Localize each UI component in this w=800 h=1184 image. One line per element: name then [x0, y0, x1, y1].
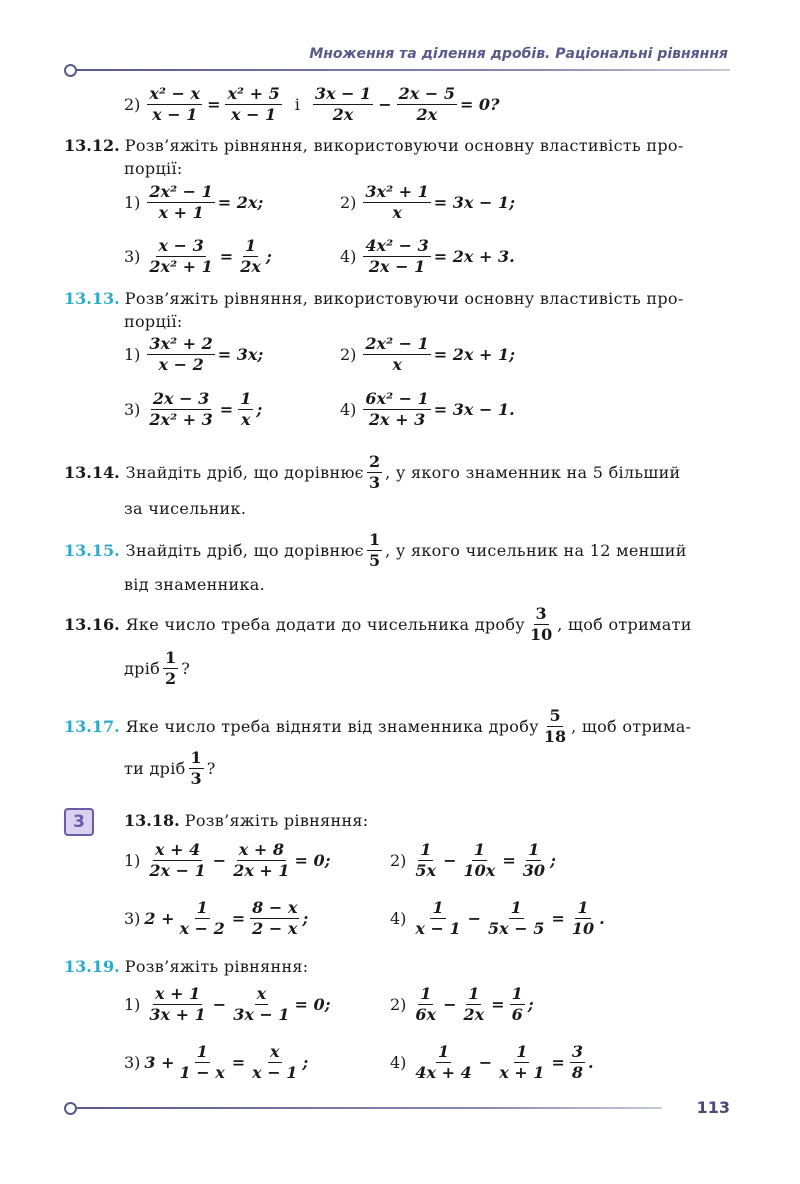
exercise-13-19-item-4: 4) $\frac{1}{4x + 4}$ − $\frac{1}{x + 1}$ = $\frac{3}{8}$ .: [390, 1042, 594, 1082]
exercise-13-17-line-2: ти дріб $\frac{1}{3}$ ?: [124, 748, 216, 788]
exercise-number: 13.18.: [124, 811, 180, 830]
exercise-13-13-line-2: порції:: [124, 312, 183, 331]
fraction: $\frac{5}{18}$: [543, 706, 567, 746]
fraction: $\frac{\text{3x² + 1}}{x}$: [365, 182, 429, 222]
fraction: $\frac{1}{5x}$: [415, 840, 437, 880]
footer-rule: [76, 1107, 662, 1109]
fraction: $\frac{2x - 5}{2x}$: [398, 84, 455, 124]
fraction: $\frac{1}{6}$: [511, 984, 523, 1024]
exercise-13-19-item-2: 2) $\frac{1}{6x}$ − $\frac{1}{2x}$ = $\frac{1}{6}$ ;: [390, 984, 534, 1024]
exercise-13-12-line-2: порції:: [124, 159, 183, 178]
fraction: $\frac{8 - x}{2 - x}$: [252, 898, 298, 938]
fraction: $\frac{x}{x - 1}$: [252, 1042, 298, 1082]
fraction: $\frac{2x - 3}{\text{2x² + 3}}$: [149, 389, 213, 429]
fraction: $\frac{1}{5x - 5}$: [488, 898, 545, 938]
fraction: $\frac{2}{3}$: [368, 452, 381, 492]
fraction: $\frac{3}{10}$: [529, 604, 553, 644]
fraction: $\frac{\text{4x² − 3}}{2x - 1}$: [365, 236, 429, 276]
fraction: $\frac{1}{x - 2}$: [179, 898, 225, 938]
fraction: $\frac{1}{30}$: [522, 840, 545, 880]
fraction: $\frac{x + 4}{2x - 1}$: [149, 840, 206, 880]
exercise-13-18-item-2: 2) $\frac{1}{5x}$ − $\frac{1}{10x}$ = $\frac{1}{30}$ ;: [390, 840, 556, 880]
exercise-13-11-item-2: 2) $\frac{\text{x² − x}}{x - 1}$ = $\frac{\text{x² + 5}}{x - 1}$ і $\frac{3x - 1}{2x}$ − $\frac{2x - 5}{2x}$ = 0?: [124, 84, 500, 124]
exercise-13-16-line-1: 13.16. Яке число треба додати до чисельника дробу $\frac{3}{10}$ , щоб отримати: [64, 604, 692, 644]
fraction: $\frac{\text{x² − x}}{x - 1}$: [149, 84, 201, 124]
fraction: $\frac{1}{2x}$: [240, 236, 261, 276]
exercise-number: 13.14.: [64, 463, 120, 482]
exercise-13-15-line-2: від знаменника.: [124, 575, 266, 594]
exercise-13-12-item-1: 1) $\frac{\text{2x² − 1}}{x + 1}$ = 2x;: [124, 182, 264, 222]
fraction: $\frac{3}{8}$: [571, 1042, 583, 1082]
fraction: $\frac{\text{2x² − 1}}{x + 1}$: [149, 182, 213, 222]
exercise-13-13-item-3: 3) $\frac{2x - 3}{\text{2x² + 3}}$ = $\frac{1}{x}$ ;: [124, 389, 263, 429]
exercise-13-12-item-3: 3) $\frac{x - 3}{\text{2x² + 1}}$ = $\frac{1}{2x}$ ;: [124, 236, 272, 276]
exercise-13-19-line-1: 13.19. Розв’яжіть рівняння:: [64, 957, 309, 976]
exercise-13-18-line-1: 13.18. Розв’яжіть рівняння:: [124, 811, 369, 830]
exercise-13-17-line-1: 13.17. Яке число треба відняти від знаменника дробу $\frac{5}{18}$ , щоб отрима-: [64, 706, 692, 746]
fraction: $\frac{1}{2}$: [165, 648, 177, 688]
fraction: $\frac{1}{3}$: [190, 748, 202, 788]
fraction: $\frac{\text{6x² − 1}}{2x + 3}$: [365, 389, 429, 429]
difficulty-level-badge: 3: [64, 808, 94, 836]
exercise-13-15-line-1: 13.15. Знайдіть дріб, що дорівнює $\frac{1}{5}$ , у якого чисельник на 12 менший: [64, 530, 687, 570]
exercise-13-13-item-2: 2) $\frac{\text{2x² − 1}}{x}$ = 2x + 1;: [340, 334, 516, 374]
exercise-13-12-line-1: 13.12. Розв’яжіть рівняння, використовуючи основну властивість про-: [64, 136, 684, 155]
page-header-title: Множення та ділення дробів. Раціональні рівняння: [309, 46, 728, 62]
fraction: $\frac{1}{2x}$: [463, 984, 485, 1024]
exercise-number: 13.13.: [64, 289, 120, 308]
fraction: $\frac{x + 1}{3x + 1}$: [149, 984, 206, 1024]
exercise-13-13-item-1: 1) $\frac{\text{3x² + 2}}{x - 2}$ = 3x;: [124, 334, 264, 374]
fraction: $\frac{\text{2x² − 1}}{x}$: [365, 334, 429, 374]
exercise-number: 13.15.: [64, 541, 120, 560]
exercise-13-18-item-4: 4) $\frac{1}{x - 1}$ − $\frac{1}{5x - 5}$ = $\frac{1}{10}$ .: [390, 898, 605, 938]
fraction: $\frac{x}{3x - 1}$: [233, 984, 290, 1024]
exercise-13-13-line-1: 13.13. Розв’яжіть рівняння, використовуючи основну властивість про-: [64, 289, 684, 308]
page-number: 113: [696, 1098, 730, 1117]
fraction: $\frac{\text{x² + 5}}{x - 1}$: [227, 84, 280, 124]
exercise-13-19-item-3: 3) 3 + $\frac{1}{1 - x}$ = $\frac{x}{x - 1}$ ;: [124, 1042, 309, 1082]
fraction: $\frac{1}{4x + 4}$: [415, 1042, 472, 1082]
fraction: $\frac{1}{10x}$: [463, 840, 496, 880]
exercise-13-12-item-4: 4) $\frac{\text{4x² − 3}}{2x - 1}$ = 2x + 3.: [340, 236, 515, 276]
fraction: $\frac{\text{3x² + 2}}{x - 2}$: [149, 334, 213, 374]
fraction: $\frac{1}{10}$: [571, 898, 595, 938]
exercise-number: 13.17.: [64, 717, 120, 736]
fraction: $\frac{1}{6x}$: [415, 984, 437, 1024]
fraction: $\frac{3x - 1}{2x}$: [314, 84, 372, 124]
exercise-13-12-item-2: 2) $\frac{\text{3x² + 1}}{x}$ = 3x − 1;: [340, 182, 516, 222]
fraction: $\frac{x + 8}{2x + 1}$: [233, 840, 290, 880]
fraction: $\frac{1}{x + 1}$: [499, 1042, 545, 1082]
exercise-number: 13.16.: [64, 615, 120, 634]
exercise-13-18-item-3: 3) 2 + $\frac{1}{x - 2}$ = $\frac{8 - x}{2 - x}$ ;: [124, 898, 309, 938]
exercise-13-14-line-1: 13.14. Знайдіть дріб, що дорівнює $\frac{2}{3}$ , у якого знаменник на 5 більший: [64, 452, 681, 492]
fraction: $\frac{x - 3}{\text{2x² + 1}}$: [149, 236, 213, 276]
header-rule: [76, 69, 730, 71]
fraction: $\frac{1}{5}$: [368, 530, 381, 570]
exercise-number: 13.19.: [64, 957, 120, 976]
exercise-13-16-line-2: дріб $\frac{1}{2}$ ?: [124, 648, 191, 688]
exercise-13-18-item-1: 1) $\frac{x + 4}{2x - 1}$ − $\frac{x + 8}{2x + 1}$ = 0;: [124, 840, 331, 880]
exercise-13-19-item-1: 1) $\frac{x + 1}{3x + 1}$ − $\frac{x}{3x - 1}$ = 0;: [124, 984, 331, 1024]
fraction: $\frac{1}{x - 1}$: [415, 898, 461, 938]
exercise-13-14-line-2: за чисельник.: [124, 499, 247, 518]
fraction: $\frac{1}{1 - x}$: [179, 1042, 225, 1082]
exercise-13-13-item-4: 4) $\frac{\text{6x² − 1}}{2x + 3}$ = 3x − 1.: [340, 389, 515, 429]
exercise-number: 13.12.: [64, 136, 120, 155]
fraction: $\frac{1}{x}$: [240, 389, 252, 429]
